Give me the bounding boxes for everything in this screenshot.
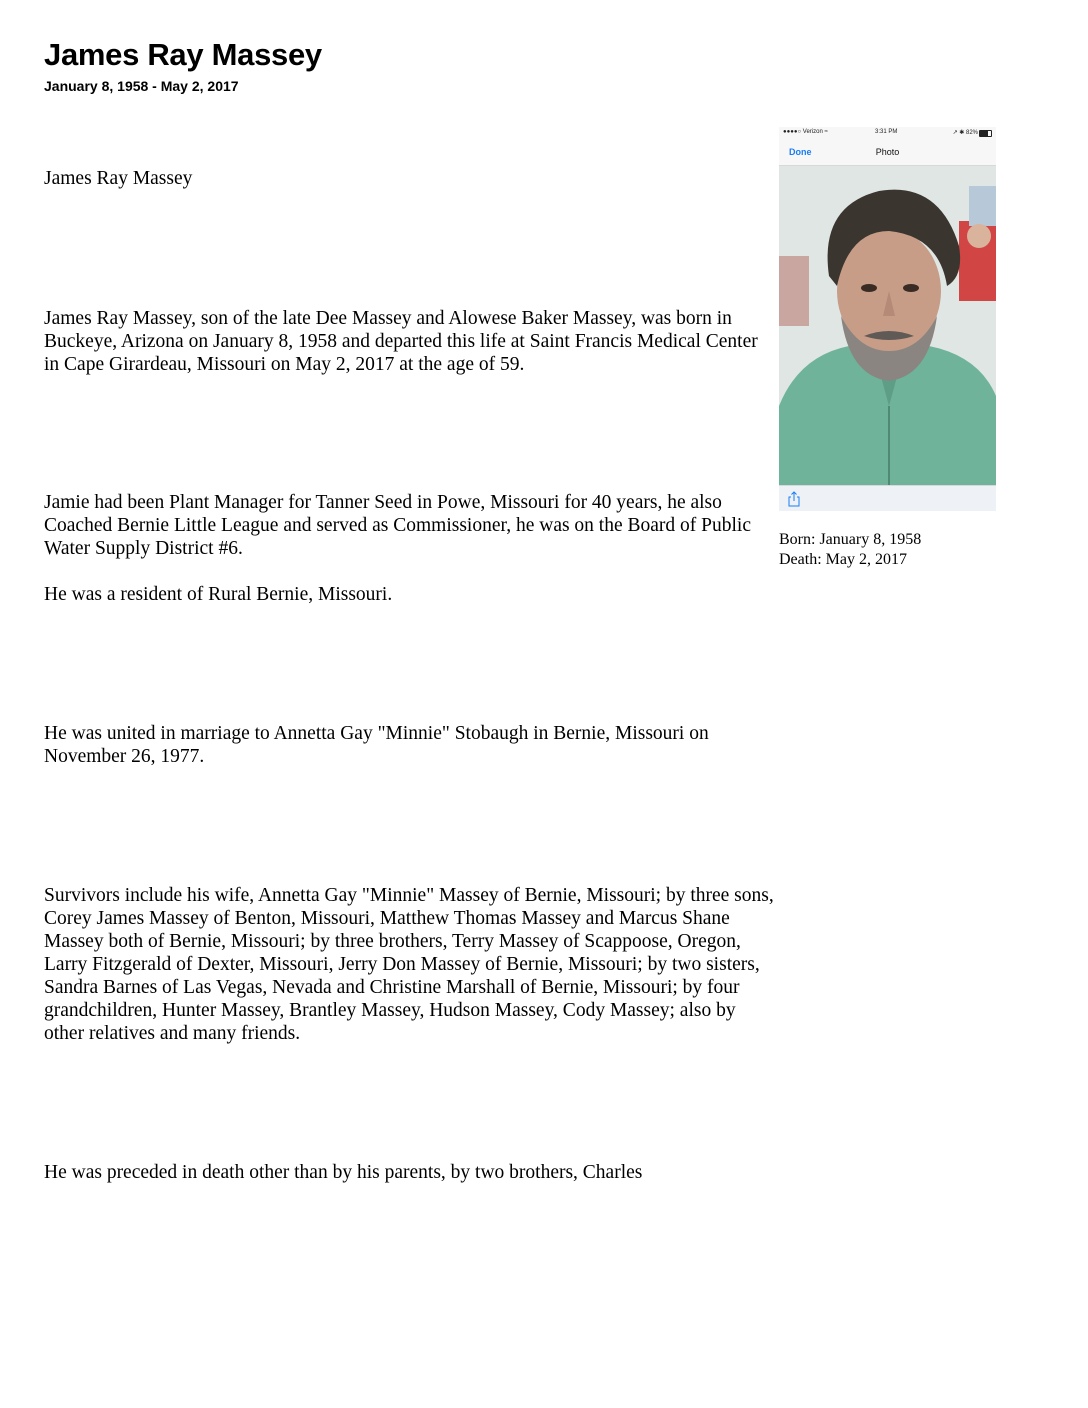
paragraph-career: Jamie had been Plant Manager for Tanner Seed in Powe, Missouri for 40 years, he also Coached Bernie Little League and served as Commissioner, he was on the Board of Public Water Supply District #6. (44, 492, 751, 559)
paragraph-survivors: Survivors include his wife, Annetta Gay "Minnie" Massey of Bernie, Missouri; by three sons, Corey James Massey of Benton, Missouri, Matthew Thomas Massey and Marcus Shane Massey both of Bernie, Missouri; by three brothers, Terry Massey of Scappoose, Oregon, Larry Fitzgerald of Dexter, Missouri, Jerry Don Massey of Bernie, Missouri; by two sisters, Sandra Barnes of Las Vegas, Nevada and Christine Marshall of Bernie, Missouri; by four grandchildren, Hunter Massey, Brantley Massey, Hudson Massey, Cody Massey; also by other relatives and many friends. (44, 885, 774, 1044)
portrait-screenshot (779, 127, 996, 511)
photo-toolbar (779, 485, 996, 511)
photo-nav-bar (779, 139, 996, 166)
paragraph-biography: James Ray Massey, son of the late Dee Massey and Alowese Baker Massey, was born in Buckeye, Arizona on January 8, 1958 and departed this life at Saint Francis Medical Center in Cape Girardeau, Missouri on May 2, 2017 at the age of 59. (44, 308, 758, 375)
name-line: James Ray Massey (44, 168, 193, 189)
share-icon[interactable] (787, 491, 801, 507)
paragraph-residence: He was a resident of Rural Bernie, Missouri. (44, 584, 393, 605)
death-date: Death: May 2, 2017 (779, 551, 907, 568)
nav-title: Photo (875, 147, 900, 157)
paragraph-marriage: He was united in marriage to Annetta Gay "Minnie" Stobaugh in Bernie, Missouri on November 26, 1977. (44, 723, 709, 767)
paragraph-preceded: He was preceded in death other than by his parents, by two brothers, Charles (44, 1162, 643, 1183)
battery-icon (979, 130, 992, 137)
life-dates: January 8, 1958 - May 2, 2017 (44, 78, 239, 94)
done-button[interactable]: Done (789, 147, 812, 157)
carrier-label: ●●●●○ Verizon ≈ (783, 129, 828, 135)
born-date: Born: January 8, 1958 (779, 531, 922, 548)
battery-label: ↗ ✱ 82% (952, 130, 978, 136)
phone-status-bar (779, 127, 996, 139)
obituary-header (44, 36, 322, 95)
clock-label: 3:31 PM (875, 129, 898, 135)
page-title: James Ray Massey (44, 37, 322, 72)
vital-dates (779, 530, 1039, 570)
portrait-photo (779, 166, 996, 485)
